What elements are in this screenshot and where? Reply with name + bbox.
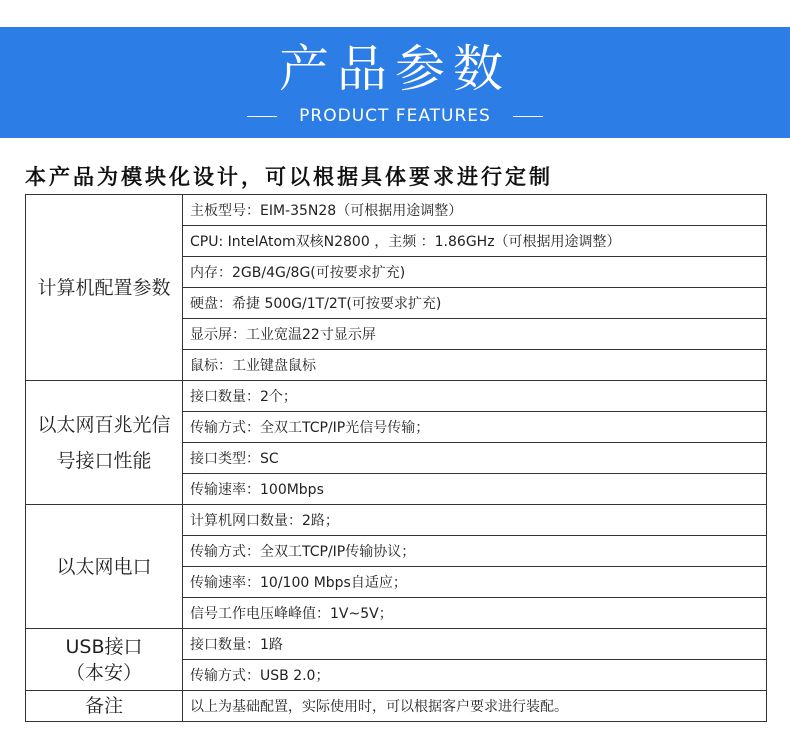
page-subtitle (0, 105, 790, 127)
spec-item: 传输速率：10/100 Mbps自适应； (183, 567, 767, 598)
table-row (26, 505, 767, 536)
section-heading: 本产品为模块化设计，可以根据具体要求进行定制 (25, 165, 553, 189)
spec-item: 计算机网口数量：2路； (183, 505, 767, 536)
table-row (26, 381, 767, 412)
category-label: 备注 (84, 695, 123, 717)
category-cell-ethernet (26, 505, 183, 629)
spec-item: 接口数量：1路 (183, 629, 767, 660)
spec-item: 传输方式：USB 2.0； (183, 660, 767, 691)
spec-item: 内存：2GB/4G/8G(可按要求扩充) (183, 257, 767, 288)
header-banner (0, 27, 790, 138)
category-label: 以太网电口 (56, 555, 152, 578)
spec-item: 传输速率：100Mbps (183, 474, 767, 505)
category-label: 以太网百兆光信号接口性能 (37, 413, 171, 472)
spec-item: 硬盘：希捷 500G/1T/2T(可按要求扩充) (183, 288, 767, 319)
spec-item: CPU: IntelAtom双核N2800 ，主频 ：1.86GHz（可根据用途调整） (183, 226, 767, 257)
category-cell-usb (26, 629, 183, 691)
spec-item: 接口数量：2个； (183, 381, 767, 412)
divider-right (513, 116, 543, 117)
subtitle-text: PRODUCT FEATURES (299, 106, 491, 126)
table-row (26, 691, 767, 722)
spec-item: 接口类型：SC (183, 443, 767, 474)
category-cell-computer (26, 195, 183, 381)
spec-item: 传输方式：全双工TCP/IP传输协议； (183, 536, 767, 567)
spec-item: 鼠标：工业键盘鼠标 (183, 350, 767, 381)
spec-item: 主板型号：EIM-35N28（可根据用途调整） (183, 195, 767, 226)
spec-item: 信号工作电压峰峰值：1V~5V； (183, 598, 767, 629)
spec-item: 传输方式：全双工TCP/IP光信号传输； (183, 412, 767, 443)
category-cell-notes (26, 691, 183, 722)
category-label: 计算机配置参数 (37, 276, 171, 299)
table-row (26, 195, 767, 226)
divider-left (247, 116, 277, 117)
spec-item: 显示屏：工业宽温22寸显示屏 (183, 319, 767, 350)
spec-item: 以上为基础配置，实际使用时，可以根据客户要求进行装配。 (183, 691, 767, 722)
page-title: 产品参数 (279, 40, 511, 98)
category-cell-optical (26, 381, 183, 505)
table-row (26, 629, 767, 660)
spec-table (25, 194, 767, 722)
category-label: USB接口（本安） (65, 635, 143, 684)
